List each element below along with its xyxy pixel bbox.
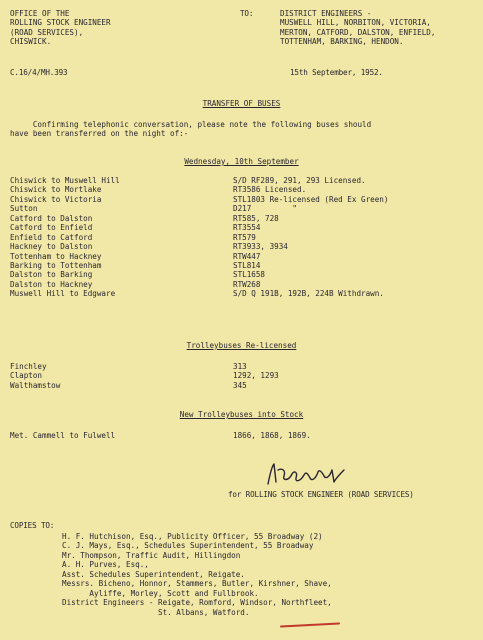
office-line: CHISWICK.: [10, 37, 52, 47]
copy-recipient: St. Albans, Watford.: [62, 607, 250, 617]
bus-entry: STL1658: [233, 270, 266, 280]
route: Walthamstow: [10, 380, 61, 390]
route: Enfield to Catford: [10, 232, 93, 242]
recipient-line: MERTON, CATFORD, DALSTON, ENFIELD,: [280, 27, 436, 37]
bus-entry: STL814: [233, 260, 261, 270]
copies-label: COPIES TO:: [10, 521, 55, 530]
recipient-line: TOTTENHAM, BARKING, HENDON.: [280, 37, 404, 47]
bus-entry: RT585, 728: [233, 213, 279, 223]
route: Tottenham to Hackney: [10, 251, 102, 261]
bus-entry: RTW447: [233, 251, 261, 261]
copy-recipient: District Engineers - Reigate, Romford, Windsor, Northfleet,: [62, 598, 332, 608]
intro-line: Confirming telephonic conversation, please note the following buses should: [10, 120, 372, 129]
route: Dalston to Hackney: [10, 279, 93, 289]
copy-recipient: Ayliffe, Morley, Scott and Fullbrook.: [62, 588, 259, 598]
bus-entry: RT3554: [233, 223, 261, 233]
section-heading-wednesday: Wednesday, 10th September: [184, 157, 299, 166]
bus-entry: RT3933, 3934: [233, 242, 288, 252]
bus-entry: 1292, 1293: [233, 371, 279, 381]
bus-entry: RT3586 Licensed.: [233, 185, 307, 195]
bus-entry: 345: [233, 380, 247, 390]
section-heading-new-trolleybuses: New Trolleybuses into Stock: [179, 410, 304, 419]
recipient-line: MUSWELL HILL, NORBITON, VICTORIA,: [280, 18, 431, 28]
section1-buses: [233, 176, 388, 299]
to-label: TO:: [240, 9, 254, 18]
route: Chiswick to Victoria: [10, 194, 102, 204]
office-block: [10, 9, 111, 47]
route: Dalston to Barking: [10, 270, 93, 280]
office-line: (ROAD SERVICES),: [10, 27, 84, 37]
bus-entry: RTW268: [233, 279, 261, 289]
bus-entry: S/D RF289, 291, 293 Licensed.: [233, 176, 366, 185]
document-title: TRANSFER OF BUSES: [202, 99, 281, 108]
letter-date: 15th September, 1952.: [290, 68, 383, 77]
copy-recipient: Asst. Schedules Superintendent, Reigate.: [62, 569, 245, 579]
route: Sutton: [10, 204, 38, 214]
reference-number: C.16/4/MH.393: [10, 68, 68, 77]
route: Muswell Hill to Edgware: [10, 289, 116, 299]
route: Met. Cammell to Fulwell: [10, 431, 116, 440]
route: Barking to Tottenham: [10, 260, 102, 270]
section-heading-trolleybuses-relicensed: Trolleybuses Re-licensed: [186, 341, 297, 350]
route: Hackney to Dalston: [10, 242, 93, 252]
route: Chiswick to Muswell Hill: [10, 176, 120, 185]
bus-entry: D217 ": [233, 204, 298, 214]
copy-recipient: Messrs. Bicheno, Honnor, Stammers, Butler, Kirshner, Shave,: [62, 579, 332, 589]
section2-buses: [233, 362, 279, 390]
copies-list: [62, 532, 332, 617]
route: Clapton: [10, 371, 43, 381]
route: Finchley: [10, 362, 47, 371]
route: Catford to Enfield: [10, 223, 93, 233]
section1-routes: [10, 176, 120, 299]
red-underline-mark: [280, 622, 340, 627]
handwritten-signature: [262, 460, 352, 490]
route: Chiswick to Mortlake: [10, 185, 102, 195]
copy-recipient: C. J. Mays, Esq., Schedules Superintendent, 55 Broadway: [62, 541, 314, 551]
bus-entry: S/D Q 191B, 192B, 224B Withdrawn.: [233, 289, 384, 299]
copy-recipient: A. H. Purves, Esq.,: [62, 560, 149, 570]
recipient-line: DISTRICT ENGINEERS -: [280, 9, 372, 18]
signature-line: for ROLLING STOCK ENGINEER (ROAD SERVICES): [228, 490, 414, 499]
recipients-block: [280, 9, 435, 47]
office-line: ROLLING STOCK ENGINEER: [10, 18, 111, 28]
bus-entry: RT579: [233, 232, 256, 242]
intro-paragraph: [10, 120, 371, 139]
bus-entry: 313: [233, 362, 247, 371]
intro-line: have been transferred on the night of:-: [10, 129, 189, 139]
bus-entry: STL1803 Re-licensed (Red Ex Green): [233, 194, 389, 204]
section2-routes: [10, 362, 60, 390]
copy-recipient: Mr. Thompson, Traffic Audit, Hillingdon: [62, 550, 241, 560]
section3-routes: [10, 431, 115, 440]
section3-buses: [233, 431, 311, 440]
route: Catford to Dalston: [10, 213, 93, 223]
bus-entry: 1866, 1868, 1869.: [233, 431, 311, 440]
copy-recipient: H. F. Hutchison, Esq., Publicity Officer, 55 Broadway (2): [62, 532, 323, 541]
office-line: OFFICE OF THE: [10, 9, 70, 18]
